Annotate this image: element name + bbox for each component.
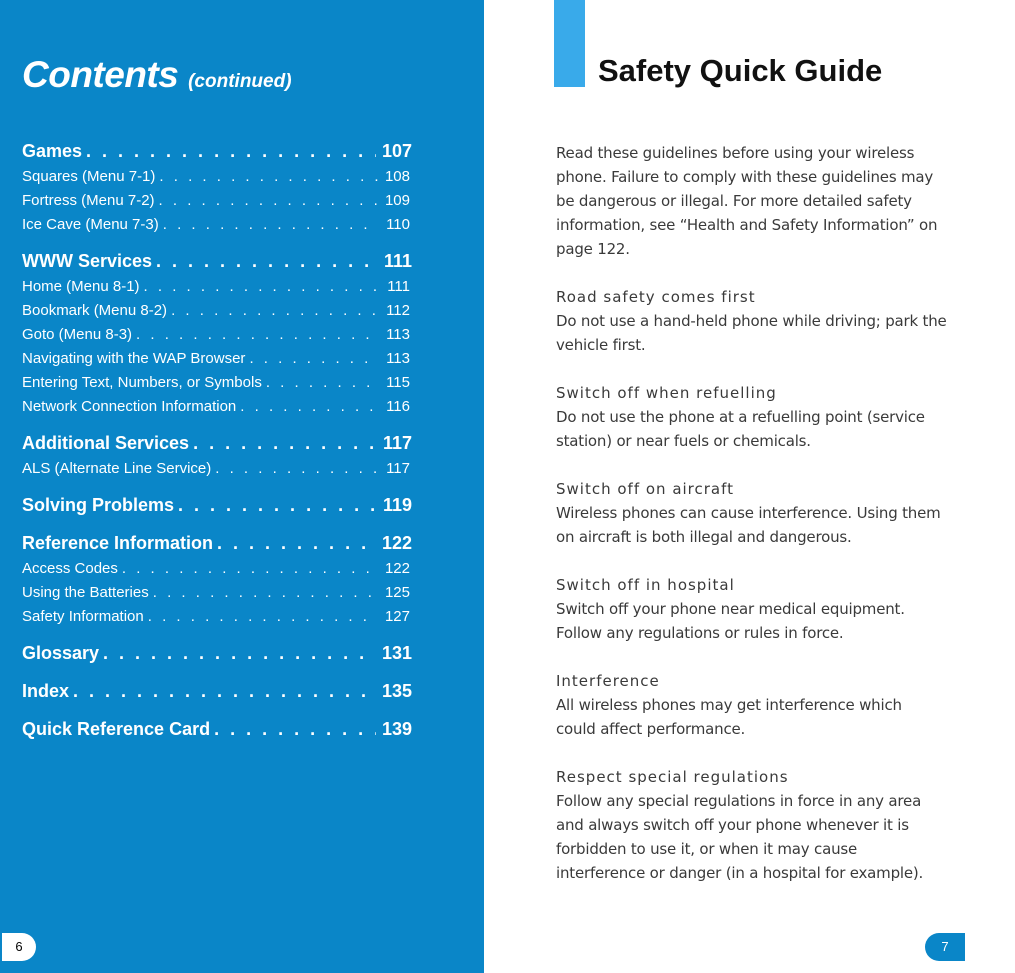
toc-leader-dots [249,347,378,371]
toc-leader-dots [86,138,376,165]
toc-section-heading [22,430,412,457]
toc-entry-page: 116 [386,398,410,415]
toc-section-title: Reference Information [22,533,214,553]
toc-section [22,248,412,419]
toc-entry [22,323,412,347]
toc-leader-dots [103,640,376,667]
toc-section-title: WWW Services [22,251,153,271]
guide-item-text: Do not use a hand-held phone while driving; park the vehicle first. [556,312,947,354]
toc-section-heading [22,492,412,519]
page-number-right: 7 [925,933,965,961]
toc-section [22,716,412,743]
guide-item-heading: Switch off in hospital [556,576,735,594]
contents-title-text: Contents [22,54,179,95]
toc-leader-dots [178,492,376,519]
toc-section-page: 111 [383,251,412,271]
toc-entry-label: Ice Cave (Menu 7-3) [22,216,159,233]
toc-entry-page: 127 [384,608,410,625]
toc-leader-dots [240,395,378,419]
guide-body [556,141,956,909]
guide-item [556,669,956,741]
toc-entry [22,299,412,323]
contents-title [22,54,292,96]
toc-section-heading [22,678,412,705]
guide-item [556,381,956,453]
toc-entry-label: Entering Text, Numbers, or Symbols [22,374,262,391]
toc-section [22,492,412,519]
guide-item [556,573,956,645]
guide-item-text: Switch off your phone near medical equipment. Follow any regulations or rules in force. [556,600,905,642]
toc-entry-page: 113 [386,350,410,367]
toc-section [22,430,412,481]
toc-section-heading [22,248,412,275]
toc-entry-label: Bookmark (Menu 8-2) [22,302,168,319]
toc-leader-dots [217,530,376,557]
toc-leader-dots [163,213,378,237]
guide-item-heading: Respect special regulations [556,768,789,786]
title-accent-bar [554,0,585,87]
toc-entry [22,557,412,581]
toc-section-page: 131 [381,643,412,663]
toc-entry-page: 108 [384,168,410,185]
toc-section-title: Additional Services [22,433,190,453]
toc-entry [22,275,412,299]
guide-item [556,477,956,549]
toc-section-title: Games [22,141,83,161]
toc-section-title: Quick Reference Card [22,719,211,739]
page-number-left: 6 [2,933,36,961]
toc-entry-label: Using the Batteries [22,584,149,601]
guide-item-heading: Switch off when refuelling [556,384,777,402]
toc-section-page: 119 [382,495,412,515]
toc-entry [22,189,412,213]
toc-entry [22,581,412,605]
toc-leader-dots [159,189,378,213]
toc-entry [22,213,412,237]
guide-title: Safety Quick Guide [598,53,883,88]
toc-entry-page: 112 [386,302,410,319]
toc-section-title: Glossary [22,643,100,663]
toc-leader-dots [153,581,378,605]
toc-entry-label: Network Connection Information [22,398,237,415]
guide-item-text: Do not use the phone at a refuelling point (service station) or near fuels or chemicals. [556,408,925,450]
toc-section [22,678,412,705]
toc-section-heading [22,716,412,743]
toc-section-page: 139 [381,719,412,739]
toc-entry-page: 122 [384,560,410,577]
guide-intro: Read these guidelines before using your wireless phone. Failure to comply with these guidelines may be dangerous or illegal. For more detailed safety information, see “Health and Safety Information” on page 122. [556,144,938,258]
toc-section-title: Index [22,681,70,701]
contents-subtitle: (continued) [188,71,292,92]
toc-leader-dots [148,605,378,629]
toc-section-heading [22,530,412,557]
toc-leader-dots [73,678,376,705]
toc-entry-label: Goto (Menu 8-3) [22,326,133,343]
toc-entry [22,371,412,395]
toc-entry [22,395,412,419]
toc-entry-page: 115 [386,374,410,391]
toc-entry [22,457,412,481]
toc-entry-page: 125 [384,584,410,601]
guide-item-text: All wireless phones may get interference which could affect performance. [556,696,902,738]
toc-entry-label: Safety Information [22,608,144,625]
contents-page [0,0,484,973]
toc-leader-dots [266,371,378,395]
toc-entry [22,347,412,371]
guide-item [556,765,956,885]
toc-entry [22,165,412,189]
guide-item-heading: Road safety comes first [556,288,756,306]
toc-leader-dots [171,299,378,323]
toc-leader-dots [136,323,378,347]
table-of-contents [22,138,412,754]
toc-section-page: 135 [381,681,412,701]
guide-item-text: Follow any special regulations in force in any area and always switch off your phone whenever it is forbidden to use it, or when it may cause interference or danger (in a hospital for example). [556,792,924,882]
toc-entry-label: Fortress (Menu 7-2) [22,192,155,209]
toc-section-heading [22,640,412,667]
toc-entry-page: 111 [387,278,410,295]
toc-entry-label: Home (Menu 8-1) [22,278,140,295]
toc-entry-label: Access Codes [22,560,118,577]
toc-leader-dots [156,248,376,275]
guide-item-heading: Interference [556,672,660,690]
toc-leader-dots [144,275,378,299]
toc-leader-dots [159,165,378,189]
toc-entry [22,605,412,629]
guide-item-heading: Switch off on aircraft [556,480,735,498]
toc-entry-page: 113 [386,326,410,343]
toc-entry-label: Navigating with the WAP Browser [22,350,246,367]
toc-leader-dots [193,430,376,457]
toc-section [22,530,412,629]
toc-section-page: 117 [382,433,412,453]
toc-leader-dots [215,457,378,481]
toc-section [22,640,412,667]
toc-leader-dots [214,716,376,743]
toc-entry-page: 110 [386,216,410,233]
toc-section-heading [22,138,412,165]
toc-entry-page: 117 [386,460,410,477]
toc-section-page: 122 [381,533,412,553]
toc-section-title: Solving Problems [22,495,175,515]
guide-item-text: Wireless phones can cause interference. Using them on aircraft is both illegal and dangerous. [556,504,941,546]
toc-entry-label: ALS (Alternate Line Service) [22,460,212,477]
toc-entry-page: 109 [384,192,410,209]
guide-item [556,285,956,357]
toc-section [22,138,412,237]
toc-section-page: 107 [381,141,412,161]
toc-leader-dots [122,557,378,581]
toc-entry-label: Squares (Menu 7-1) [22,168,156,185]
